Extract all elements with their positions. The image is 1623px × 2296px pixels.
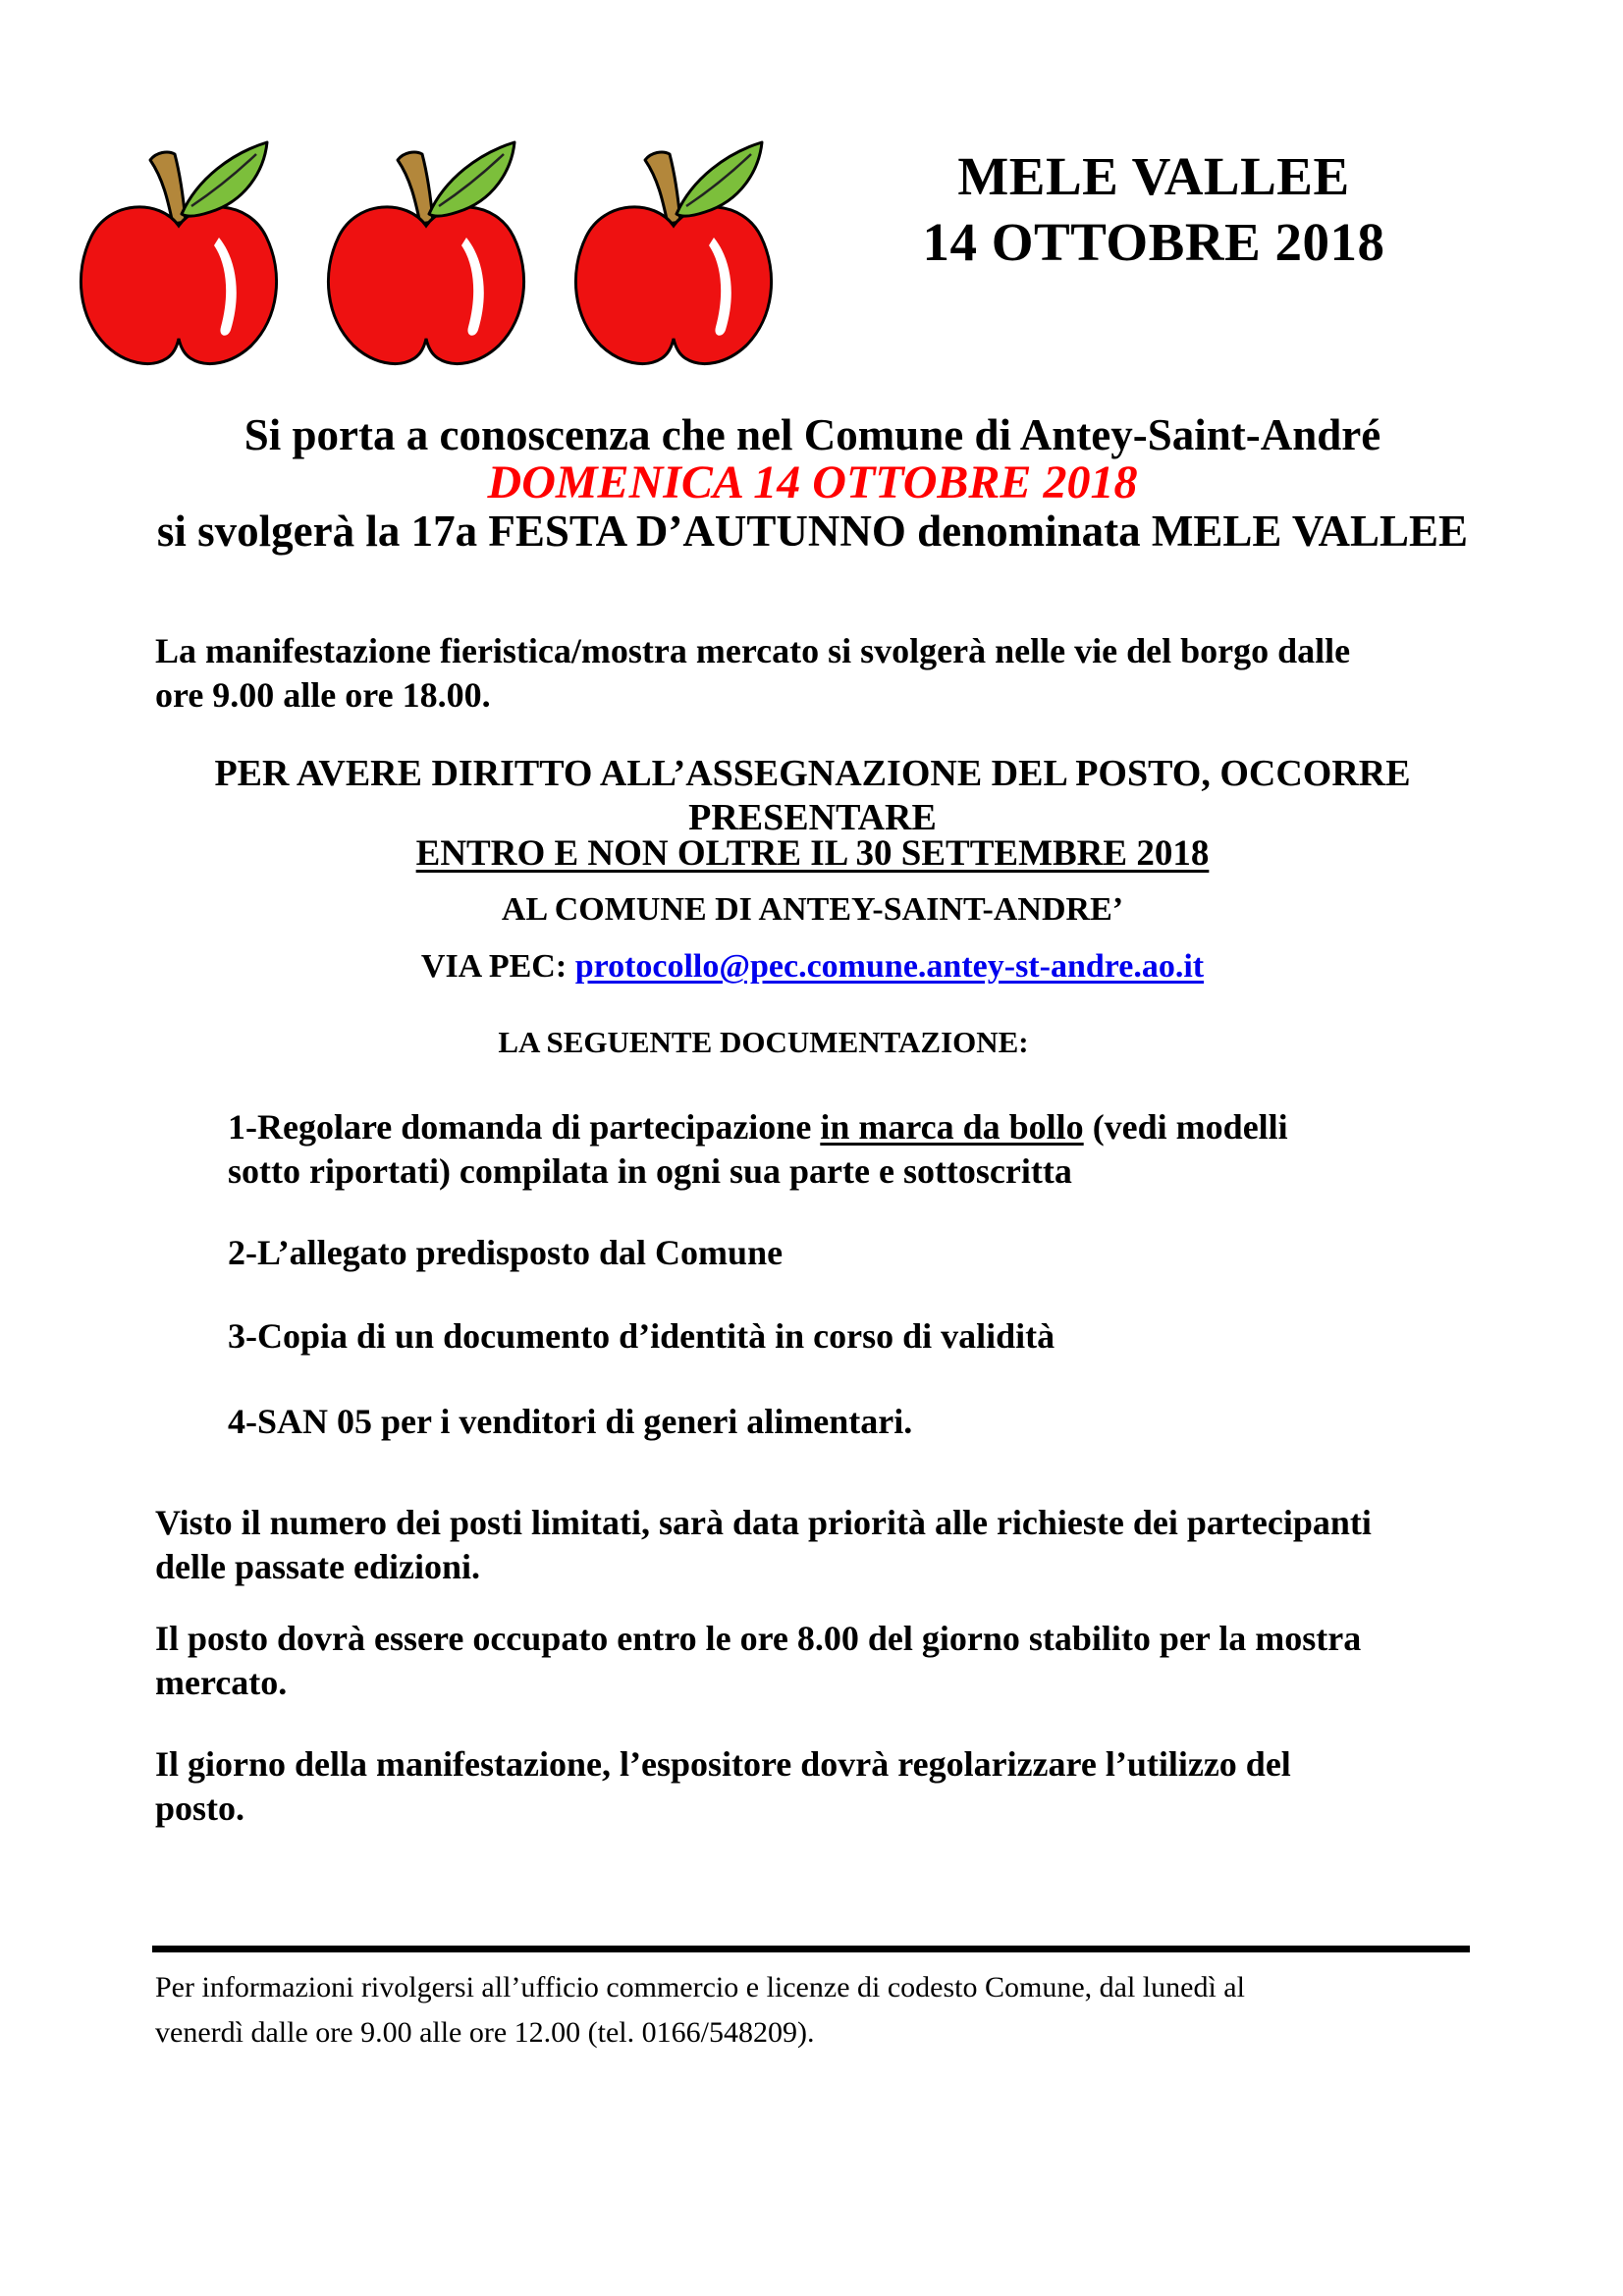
page-title: [913, 143, 1394, 275]
apple-icon: [568, 139, 784, 370]
intro-line1: Si porta a conoscenza che nel Comune di Antey-Saint-André: [243, 410, 1381, 459]
requirement-heading: PER AVERE DIRITTO ALL’ASSEGNAZIONE DEL POSTO, OCCORRE PRESENTARE: [214, 753, 1411, 838]
recipient-line: AL COMUNE DI ANTEY-SAINT-ANDRE’: [501, 891, 1124, 928]
page-title-line1: MELE VALLEE: [957, 146, 1350, 206]
paragraph-event-hours: [155, 629, 1490, 718]
paragraph-priority: [155, 1501, 1490, 1589]
doc-item-4: 4-SAN 05 per i venditori di generi alimentari.: [228, 1402, 913, 1441]
apple-icon: [321, 139, 537, 370]
footer-info: [155, 1965, 1490, 2056]
paragraph-line: Il giorno della manifestazione, l’espositore dovrà regolarizzare l’utilizzo del: [155, 1744, 1291, 1784]
item-underlined-text: in marca da bollo: [820, 1107, 1084, 1147]
paragraph-regularization: [155, 1742, 1490, 1831]
deadline-text: ENTRO E NON OLTRE IL 30 SETTEMBRE 2018: [415, 833, 1210, 874]
apple-icons-row: [74, 139, 790, 370]
intro-line3: si svolgerà la 17a FESTA D’AUTUNNO denominata MELE VALLEE: [156, 507, 1469, 556]
page-title-line2: 14 OTTOBRE 2018: [922, 212, 1385, 272]
doc-item-1: [228, 1105, 1475, 1194]
doc-item-1-line1: [228, 1105, 1475, 1149]
paragraph-line: mercato.: [155, 1663, 288, 1702]
documentation-heading: LA SEGUENTE DOCUMENTAZIONE:: [498, 1025, 1029, 1059]
paragraph-line: La manifestazione fieristica/mostra mercato si svolgerà nelle vie del borgo dalle: [155, 631, 1351, 670]
item-text: 1-Regolare domanda di partecipazione: [228, 1107, 821, 1147]
intro-date-highlight: DOMENICA 14 OTTOBRE 2018: [487, 456, 1138, 508]
deadline-heading: [108, 831, 1517, 876]
paragraph-occupancy: [155, 1617, 1490, 1705]
pec-email-link[interactable]: protocollo@pec.comune.antey-st-andre.ao.it: [574, 948, 1205, 985]
footer-line: Per informazioni rivolgersi all’ufficio commercio e licenze di codesto Comune, dal lunedì al: [155, 1971, 1245, 2003]
paragraph-line: delle passate edizioni.: [155, 1547, 480, 1586]
paragraph-line: Il posto dovrà essere occupato entro le ore 8.00 del giorno stabilito per la mostra: [155, 1619, 1362, 1658]
paragraph-line: Visto il numero dei posti limitati, sarà data priorità alle richieste dei partecipanti: [155, 1503, 1372, 1542]
footer-divider: [152, 1946, 1470, 1952]
paragraph-line: posto.: [155, 1789, 245, 1828]
item-text: (vedi modelli: [1083, 1107, 1288, 1147]
pec-label: VIA PEC:: [420, 948, 575, 985]
intro-block: [108, 412, 1517, 555]
apple-icon: [74, 139, 290, 370]
paragraph-line: ore 9.00 alle ore 18.00.: [155, 675, 491, 715]
doc-item-2: 2-L’allegato predisposto dal Comune: [228, 1233, 784, 1272]
pec-line: [108, 946, 1517, 988]
footer-line: venerdì dalle ore 9.00 alle ore 12.00 (tel. 0166/548209).: [155, 2016, 815, 2049]
doc-item-1-line2: sotto riportati) compilata in ogni sua parte e sottoscritta: [228, 1151, 1072, 1191]
doc-item-3: 3-Copia di un documento d’identità in corso di validità: [228, 1316, 1055, 1356]
